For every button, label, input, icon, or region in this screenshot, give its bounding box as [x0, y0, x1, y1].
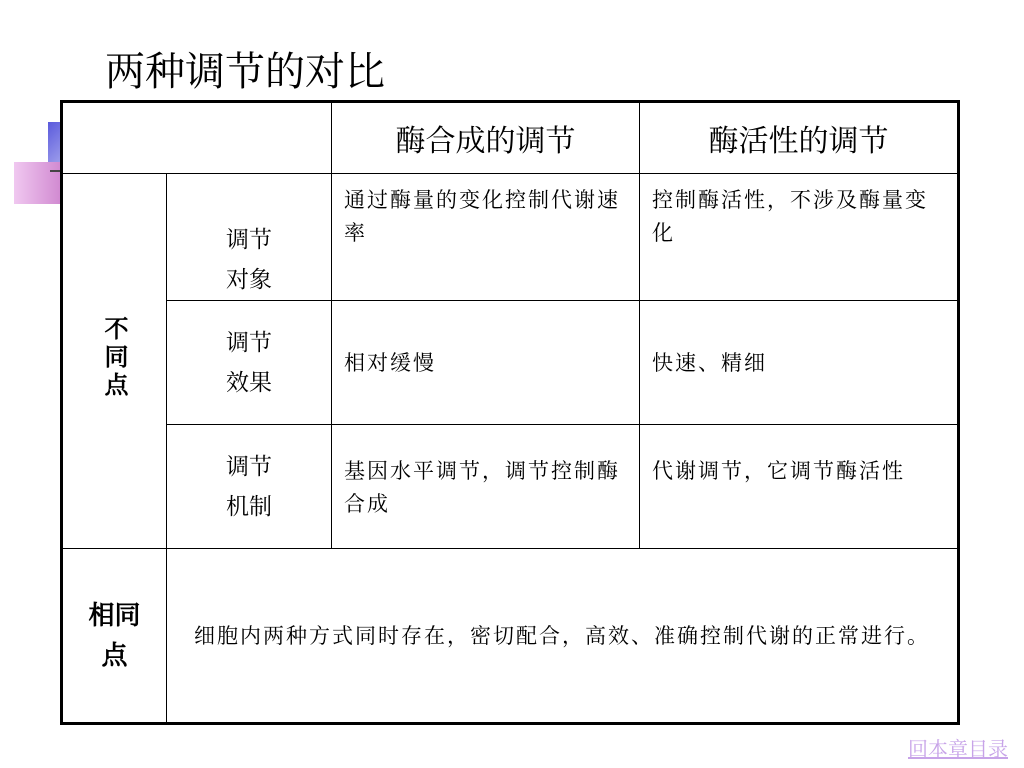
header-enzyme-synthesis: 酶合成的调节: [332, 102, 640, 174]
differences-label-cell: [62, 174, 167, 549]
synthesis-cell: 通过酶量的变化控制代谢速率: [332, 174, 640, 301]
back-to-chapter-link[interactable]: 回本章目录: [908, 737, 1008, 761]
aspect-label: 效果: [226, 369, 272, 396]
header-enzyme-activity: 酶活性的调节: [640, 102, 959, 174]
table-row: [62, 174, 959, 301]
similarities-text: 细胞内两种方式同时存在，密切配合，高效、准确控制代谢的正常进行。: [167, 549, 959, 724]
activity-cell: 代谢调节，它调节酶活性: [640, 425, 959, 549]
aspect-cell: [167, 174, 332, 301]
activity-cell: 快速、精细: [640, 301, 959, 425]
synthesis-cell: 基因水平调节，调节控制酶合成: [332, 425, 640, 549]
header-corner-cell: [62, 102, 332, 174]
similarities-label-text: 相同点: [88, 600, 141, 671]
synthesis-cell: 相对缓慢: [332, 301, 640, 425]
table-header-row: [62, 102, 959, 174]
table-row: [62, 425, 959, 549]
aspect-cell: [167, 425, 332, 549]
aspect-label: 机制: [226, 494, 272, 520]
differences-label: 不同点: [100, 316, 129, 400]
aspect-label: 对象: [226, 267, 272, 293]
comparison-table: [60, 100, 960, 725]
table-row-similarities: [62, 549, 959, 724]
aspect-label: 调节: [226, 329, 272, 356]
activity-cell: 控制酶活性，不涉及酶量变化: [640, 174, 959, 301]
aspect-label: 调节: [226, 454, 272, 480]
table-row: [62, 301, 959, 425]
slide-title: 两种调节的对比: [105, 49, 385, 95]
aspect-label: 调节: [226, 227, 272, 253]
aspect-cell: [167, 301, 332, 425]
similarities-label: [62, 549, 167, 724]
